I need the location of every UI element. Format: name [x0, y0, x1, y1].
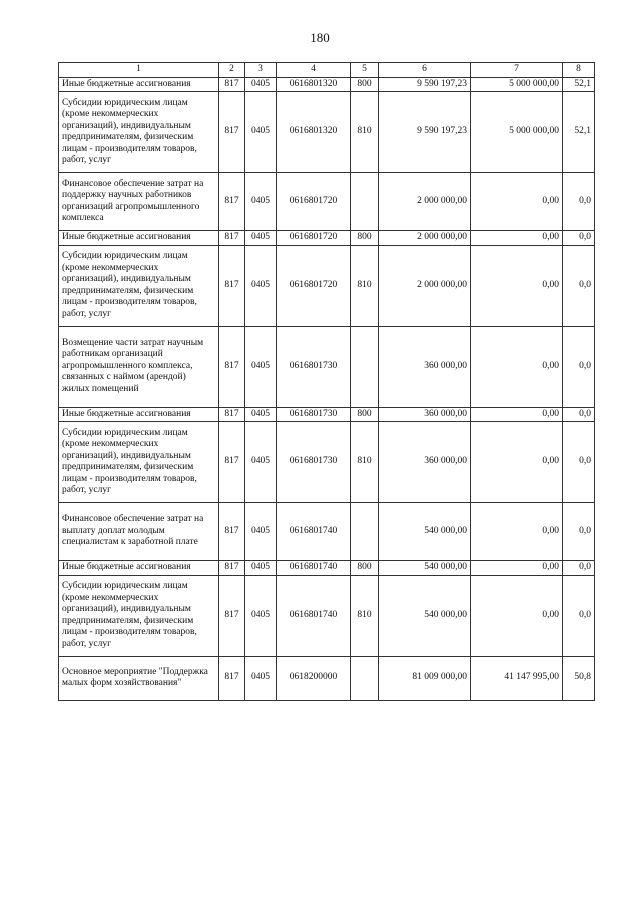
row-value-cell-c5: 800 [351, 231, 379, 246]
row-value-cell-c2: 817 [219, 407, 245, 422]
header-cell: 7 [471, 63, 563, 78]
row-value-cell-c2: 817 [219, 503, 245, 561]
row-name-cell: Субсидии юридическим лицам (кроме некоммерческих организаций), индивидуальным предпринимателям, физическим лицам - производителям товаров, работ, услуг [59, 92, 219, 173]
row-value-cell-c5 [351, 173, 379, 231]
row-value-cell-c6: 540 000,00 [379, 575, 471, 656]
row-value-cell-c5: 800 [351, 407, 379, 422]
table-row [59, 173, 595, 231]
row-name-cell: Иные бюджетные ассигнования [59, 561, 219, 576]
row-value-cell-c8: 0,0 [563, 407, 595, 422]
header-cell: 5 [351, 63, 379, 78]
table-row [59, 575, 595, 656]
row-value-cell-c6: 2 000 000,00 [379, 231, 471, 246]
row-value-cell-c4: 0616801720 [277, 245, 351, 326]
row-value-cell-c7: 5 000 000,00 [471, 77, 563, 92]
row-value-cell-c8: 0,0 [563, 173, 595, 231]
row-value-cell-c6: 360 000,00 [379, 326, 471, 407]
row-value-cell-c3: 0405 [245, 231, 277, 246]
row-value-cell-c6: 2 000 000,00 [379, 173, 471, 231]
row-value-cell-c7: 0,00 [471, 561, 563, 576]
page-number: 180 [310, 30, 330, 45]
row-name-cell: Иные бюджетные ассигнования [59, 231, 219, 246]
table-row [59, 422, 595, 503]
row-value-cell-c4: 0616801740 [277, 503, 351, 561]
table-row [59, 245, 595, 326]
row-value-cell-c7: 0,00 [471, 173, 563, 231]
table-row [59, 92, 595, 173]
row-value-cell-c3: 0405 [245, 77, 277, 92]
row-value-cell-c7: 0,00 [471, 422, 563, 503]
row-value-cell-c6: 81 009 000,00 [379, 656, 471, 700]
row-value-cell-c4: 0616801740 [277, 575, 351, 656]
row-value-cell-c3: 0405 [245, 422, 277, 503]
row-value-cell-c3: 0405 [245, 173, 277, 231]
row-value-cell-c8: 52,1 [563, 77, 595, 92]
row-value-cell-c3: 0405 [245, 561, 277, 576]
row-value-cell-c8: 52,1 [563, 92, 595, 173]
row-value-cell-c2: 817 [219, 561, 245, 576]
row-value-cell-c8: 0,0 [563, 231, 595, 246]
row-value-cell-c2: 817 [219, 575, 245, 656]
row-value-cell-c8: 50,8 [563, 656, 595, 700]
row-name-cell: Субсидии юридическим лицам (кроме некоммерческих организаций), индивидуальным предпринимателям, физическим лицам - производителям товаров, работ, услуг [59, 575, 219, 656]
row-value-cell-c2: 817 [219, 326, 245, 407]
row-value-cell-c7: 0,00 [471, 575, 563, 656]
row-value-cell-c4: 0616801720 [277, 173, 351, 231]
table-row [59, 561, 595, 576]
header-cell: 1 [59, 63, 219, 78]
row-value-cell-c6: 9 590 197,23 [379, 77, 471, 92]
row-value-cell-c6: 360 000,00 [379, 422, 471, 503]
row-value-cell-c8: 0,0 [563, 422, 595, 503]
row-value-cell-c6: 540 000,00 [379, 561, 471, 576]
header-cell: 2 [219, 63, 245, 78]
row-value-cell-c2: 817 [219, 422, 245, 503]
header-cell: 4 [277, 63, 351, 78]
row-value-cell-c4: 0618200000 [277, 656, 351, 700]
row-value-cell-c5: 810 [351, 422, 379, 503]
row-value-cell-c8: 0,0 [563, 561, 595, 576]
row-value-cell-c7: 0,00 [471, 245, 563, 326]
row-name-cell: Финансовое обеспечение затрат на выплату доплат молодым специалистам к заработной плате [59, 503, 219, 561]
table-row [59, 656, 595, 700]
header-row [59, 63, 595, 78]
row-value-cell-c4: 0616801730 [277, 422, 351, 503]
row-value-cell-c4: 0616801730 [277, 407, 351, 422]
row-value-cell-c5 [351, 326, 379, 407]
row-value-cell-c7: 0,00 [471, 503, 563, 561]
row-value-cell-c4: 0616801320 [277, 77, 351, 92]
table-row [59, 77, 595, 92]
row-value-cell-c3: 0405 [245, 326, 277, 407]
row-value-cell-c3: 0405 [245, 245, 277, 326]
table-row [59, 407, 595, 422]
header-cell: 3 [245, 63, 277, 78]
header-cell: 8 [563, 63, 595, 78]
table-row [59, 503, 595, 561]
row-value-cell-c4: 0616801720 [277, 231, 351, 246]
row-value-cell-c5: 810 [351, 92, 379, 173]
table-row [59, 231, 595, 246]
row-value-cell-c5: 810 [351, 245, 379, 326]
row-name-cell: Субсидии юридическим лицам (кроме некоммерческих организаций), индивидуальным предпринимателям, физическим лицам - производителям товаров, работ, услуг [59, 422, 219, 503]
row-value-cell-c2: 817 [219, 173, 245, 231]
row-value-cell-c7: 0,00 [471, 326, 563, 407]
row-value-cell-c7: 5 000 000,00 [471, 92, 563, 173]
row-value-cell-c7: 41 147 995,00 [471, 656, 563, 700]
row-value-cell-c6: 2 000 000,00 [379, 245, 471, 326]
table-row [59, 326, 595, 407]
row-value-cell-c6: 360 000,00 [379, 407, 471, 422]
row-value-cell-c3: 0405 [245, 92, 277, 173]
row-value-cell-c5: 810 [351, 575, 379, 656]
row-value-cell-c8: 0,0 [563, 326, 595, 407]
row-value-cell-c5 [351, 656, 379, 700]
row-name-cell: Иные бюджетные ассигнования [59, 77, 219, 92]
row-name-cell: Субсидии юридическим лицам (кроме некоммерческих организаций), индивидуальным предпринимателям, физическим лицам - производителям товаров, работ, услуг [59, 245, 219, 326]
row-value-cell-c2: 817 [219, 92, 245, 173]
budget-table [58, 62, 595, 701]
row-value-cell-c5: 800 [351, 561, 379, 576]
row-value-cell-c4: 0616801740 [277, 561, 351, 576]
row-value-cell-c3: 0405 [245, 407, 277, 422]
row-value-cell-c3: 0405 [245, 575, 277, 656]
row-name-cell: Возмещение части затрат научным работникам организаций агропромышленного комплекса, связанных с наймом (арендой) жилых помещений [59, 326, 219, 407]
header-cell: 6 [379, 63, 471, 78]
row-value-cell-c3: 0405 [245, 503, 277, 561]
row-value-cell-c6: 9 590 197,23 [379, 92, 471, 173]
row-value-cell-c2: 817 [219, 656, 245, 700]
row-value-cell-c8: 0,0 [563, 245, 595, 326]
row-name-cell: Иные бюджетные ассигнования [59, 407, 219, 422]
row-value-cell-c6: 540 000,00 [379, 503, 471, 561]
row-value-cell-c7: 0,00 [471, 407, 563, 422]
row-name-cell: Финансовое обеспечение затрат на поддержку научных работников организаций агропромышленного комплекса [59, 173, 219, 231]
row-value-cell-c7: 0,00 [471, 231, 563, 246]
row-value-cell-c2: 817 [219, 231, 245, 246]
row-value-cell-c2: 817 [219, 245, 245, 326]
row-value-cell-c2: 817 [219, 77, 245, 92]
row-value-cell-c5: 800 [351, 77, 379, 92]
row-name-cell: Основное мероприятие "Поддержка малых форм хозяйствования" [59, 656, 219, 700]
row-value-cell-c4: 0616801730 [277, 326, 351, 407]
row-value-cell-c8: 0,0 [563, 575, 595, 656]
row-value-cell-c3: 0405 [245, 656, 277, 700]
row-value-cell-c8: 0,0 [563, 503, 595, 561]
row-value-cell-c4: 0616801320 [277, 92, 351, 173]
row-value-cell-c5 [351, 503, 379, 561]
